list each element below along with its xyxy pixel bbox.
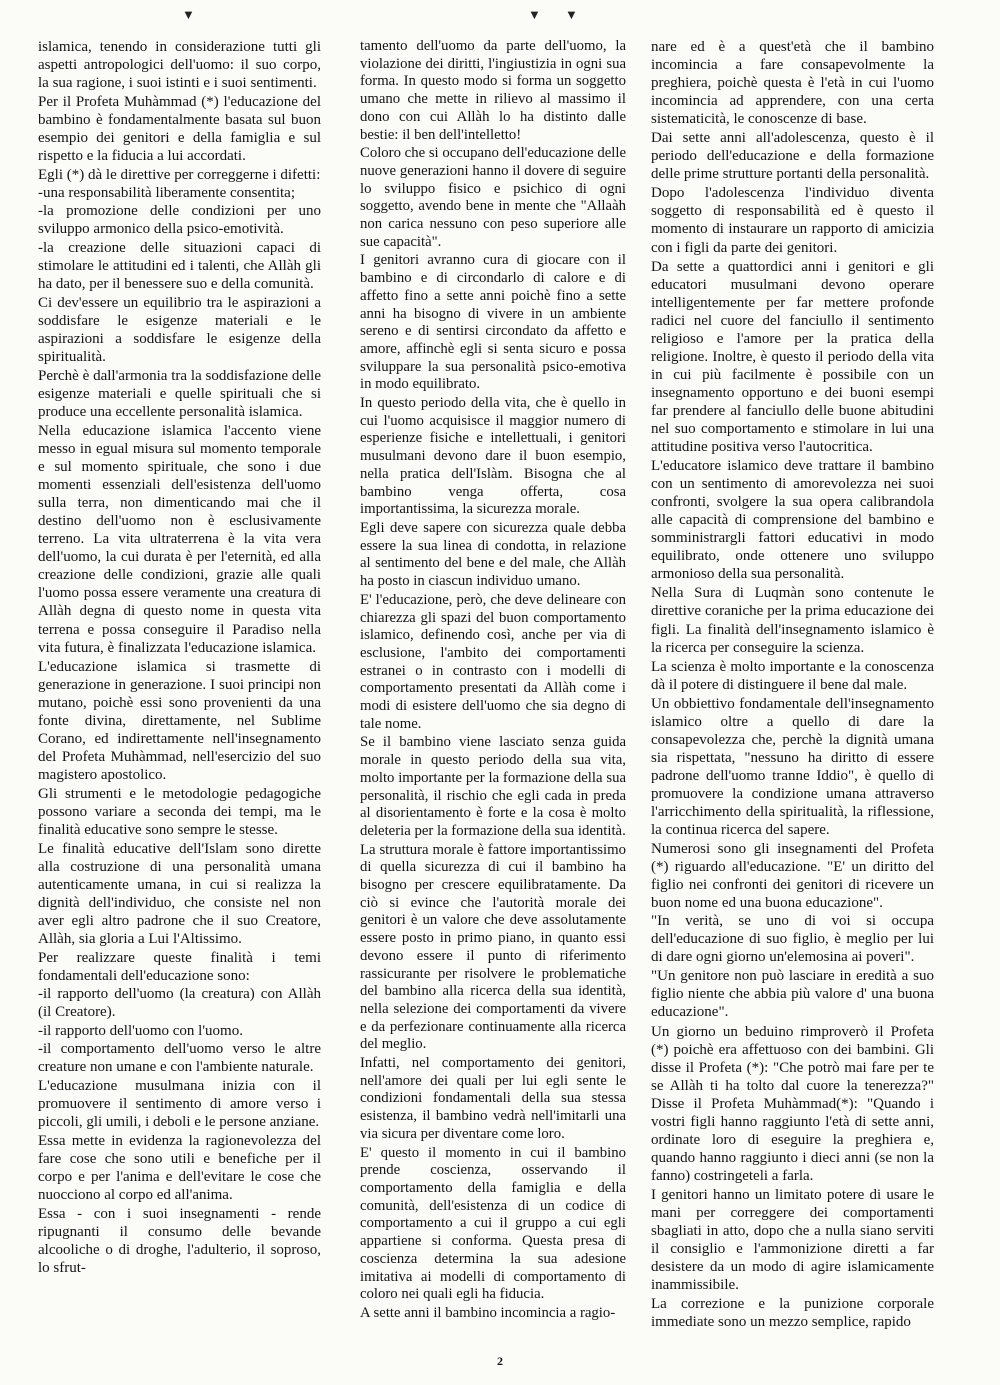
paragraph: E' l'educazione, però, che deve delineare con chiarezza gli spazi del buon comportamento islamico, definendo così, anche per via di esclusione, l'ambito dei comportamenti estranei o in contrasto con i modelli di comportamento presentati da Allàh come i modi di esistere dell'uomo che sia degno di tale nome.	[360, 591, 626, 732]
paragraph: I genitori avranno cura di giocare con il bambino e di circondarlo di calore e di affetto fino a sette anni poichè fino a sette anni ha bisogno di vivere in un ambiente sereno e di sentirsi circondato da affetto e amore, affinchè egli si senta sicuro e possa sviluppare la sua personalità psico-emotiva in modo equilibrato.	[360, 252, 626, 393]
paragraph: Le finalità educative dell'Islam sono dirette alla costruzione di una personalità umana autenticamente umana, in cui si realizza la dignità dell'individuo, che consiste nel non aver egli altro padrone che il suo Creatore, Allàh, sia gloria a Lui l'Altissimo.	[38, 841, 321, 948]
paragraph: Se il bambino viene lasciato senza guida morale in questo periodo della sua vita, molto importante per la formazione della sua personalità, il rischio che egli cada in preda al disorientamento è forte e la cosa è molto deleteria per la formazione della sua identità.	[360, 734, 626, 839]
print-registration-marks	[0, 8, 1000, 28]
paragraph: Per il Profeta Muhàmmad (*) l'educazione del bambino è fondamentalmente basata sul buon esempio dei genitori e della famiglia e sul rispetto e la fiducia a lui accordati.	[38, 94, 321, 165]
paragraph: islamica, tenendo in considerazione tutti gli aspetti antropologici dell'uomo: il suo corpo, la sua ragione, i suoi istinti e i suoi sentimenti.	[38, 39, 321, 92]
paragraph: Nella educazione islamica l'accento viene messo in egual misura sul momento temporale e sul momento spirituale, che sono i due momenti essenziali dell'esistenza dell'uomo sulla terra, non dimenticando mai che il destino dell'uomo non è esclusivamente terreno. La vita ultraterrena è la vita vera dell'uomo, la cui durata è per l'eternità, ed alla creazione delle condizioni, grazie alle quali l'uomo possa essere veramente una creatura di Allàh degna di questo nome in questa vita terrena e possa conseguire il Paradiso nella vita futura, è finalizzata l'educazione islamica.	[38, 422, 321, 656]
paragraph: tamento dell'uomo da parte dell'uomo, la violazione dei diritti, l'ingiustizia in ogni sua forma. In questo modo si forma un soggetto umano che mette in rilievo al massimo il dono con cui Allàh lo ha distinto dalle bestie: il ben dell'intelletto!	[360, 38, 626, 143]
paragraph: Un giorno un beduino rimproverò il Profeta (*) poichè era affettuoso con dei bambini. Gli disse il Profeta (*): "Che potrò mai fare per te se Allàh ti ha tolto dal cuore la tenerezza?" Disse il Profeta Muhàmmad(*): "Quando i vostri figli hanno raggiunto l'età di sette anni, ordinate loro di eseguire la preghiera e, quando hanno raggiunto i dieci anni (se non la fanno) costringeteli a farla.	[651, 1023, 934, 1184]
paragraph: Un obbiettivo fondamentale dell'insegnamento islamico oltre a quello di dare la consapevolezza che, perchè la dignità umana sia rispettata, "nessuno ha diritto di essere padrone dell'uomo tranne Iddio", è quello di promuovere la condizione umana attraverso l'arricchimento della spiritualità, la riflessione, la continua ricerca del sapere.	[651, 695, 934, 839]
paragraph: nare ed è a quest'età che il bambino incomincia a fare consapevolmente la preghiera, poichè questa è l'età in cui l'uomo incomincia ad apprendere, con una certa sistematicità, le conoscenze di base.	[651, 39, 934, 128]
paragraph: L'educatore islamico deve trattare il bambino con un sentimento di amorevolezza nei suoi confronti, svolgere la sua opera calibrandola alle capacità di comprensione del bambino e somministrargli fattori educativi in modo equilibrato, onde ottenere uno sviluppo armonioso della sua personalità.	[651, 458, 934, 583]
paragraph: Gli strumenti e le metodologie pedagogiche possono variare a seconda dei tempi, ma le finalità educative sono sempre le stesse.	[38, 785, 321, 839]
paragraph: Da sette a quattordici anni i genitori e gli educatori musulmani devono operare intelligentemente per far mettere profonde radici nel cuore del fanciullo il sentimento religioso e l'amore per la pratica della religione. Inoltre, è questo il periodo della vita in cui più facilmente è possibile con un insegnamento opportuno e dei buoni esempi far prendere al fanciullo delle buone abitudini nel suo comportamento e stimolare in lui una attitudine positiva verso l'autocritica.	[651, 258, 934, 456]
paragraph: Dai sette anni all'adolescenza, questo è il periodo dell'educazione e della formazione delle prime strutture portanti della personalità.	[651, 130, 934, 183]
column-left	[38, 38, 321, 1278]
column-middle	[360, 38, 626, 1324]
paragraph: Ci dev'essere un equilibrio tra le aspirazioni a soddisfare le esigenze materiali e le aspirazioni a soddisfare le esigenze della spiritualità.	[38, 294, 321, 365]
page-number: 2	[497, 1354, 503, 1368]
paragraph: L'educazione musulmana inizia con il promuovere il sentimento di amore verso i piccoli, gli umili, i deboli e le persone anziane.	[38, 1077, 321, 1130]
registration-mark-right: ▼	[565, 7, 578, 22]
paragraph: Per realizzare queste finalità i temi fondamentali dell'educazione sono: -il rapporto dell'uomo (la creatura) con Allàh (il Creatore). -il rapporto dell'uomo con l'uomo. -il comportamento dell'uomo verso le altre creature non umane e con l'ambiente naturale.	[38, 950, 321, 1075]
article-columns	[0, 38, 1000, 1338]
paragraph: Nella Sura di Luqmàn sono contenute le direttive coraniche per la prima educazione dei figli. La finalità dell'insegnamento islamico è la ricerca per conseguire la scienza.	[651, 585, 934, 656]
paragraph: La correzione e la punizione corporale immediate sono un mezzo semplice, rapido	[651, 1296, 934, 1331]
paragraph: Infatti, nel comportamento dei genitori, nell'amore dei quali per lui egli sente le condizioni fondamentali della sua stessa esistenza, il bambino vedrà nell'imitarli una via sicura per diventare come loro.	[360, 1055, 626, 1142]
paragraph: A sette anni il bambino incomincia a ragio-	[360, 1304, 616, 1321]
paragraph: Egli (*) dà le direttive per correggerne i difetti: -una responsabilità liberamente consentita; -la promozione delle condizioni per uno sviluppo armonico della psico-emotività. -la creazione delle situazioni capaci di stimolare le attitudini ed i talenti, che Allàh gli ha dato, per il benessere suo e della comunità.	[38, 167, 321, 292]
paragraph: Coloro che si occupano dell'educazione delle nuove generazioni hanno il dovere di seguire lo sviluppo fisico e psichico di ogni soggetto, avendo bene in mente che "Allaàh non carica nessuno con peso superiore alle sue capacità".	[360, 145, 627, 250]
paragraph: L'educazione islamica si trasmette di generazione in generazione. I suoi principi non mutano, poichè essi sono provenienti da una fonte divina, direttamente, nel Sublime Corano, ed indirettamente nell'insegnamento del Profeta Muhàmmad, nell'esercizio del suo magistero apostolico.	[38, 658, 321, 783]
registration-mark-left: ▼	[182, 7, 195, 22]
paragraph: I genitori hanno un limitato potere di usare le mani per correggere dei comportamenti sbagliati in atto, dopo che a nulla siano serviti il consiglio e l'ammonizione diretti a far desistere da un modo di agire islamicamente inammissibile.	[651, 1186, 934, 1294]
column-right	[651, 38, 934, 1332]
paragraph: La struttura morale è fattore importantissimo di quella sicurezza di cui il bambino ha bisogno per crescere equilibratamente. Da ciò si evince che l'autorità morale dei genitori è un valore che deve assolutamente essere posto in primo piano, in quanto essi devono essere il punto di riferimento rassicurante per risolvere le problematiche del bambino alla ricerca della sua identità, nella selezione dei comportamenti da vivere e da perfezionare continuamente alla ricerca del meglio.	[360, 841, 626, 1053]
paragraph: La scienza è molto importante e la conoscenza dà il potere di distinguere il bene dal male.	[651, 658, 934, 693]
registration-mark-center: ▼	[528, 7, 541, 22]
paragraph: Numerosi sono gli insegnamenti del Profeta (*) riguardo all'educazione. "E' un diritto del figlio nei confronti dei genitori di ricevere un buon nome ed una buona educazione". "In verità, se uno di voi si occupa dell'educazione di suo figlio, è meglio per lui di dare ogni giorno un'elemosina ai poveri".	[651, 841, 934, 966]
paragraph: Egli deve sapere con sicurezza quale debba essere la sua linea di condotta, in relazione al sentimento del bene e del male, che Allàh ha posto in ciascun individuo umano.	[360, 519, 626, 590]
paragraph: Dopo l'adolescenza l'individuo diventa soggetto di responsabilità ed è questo il momento di instaurare un rapporto di amicizia con i figli da parte dei genitori.	[651, 185, 934, 256]
paragraph: Perchè è dall'armonia tra la soddisfazione delle esigenze materiali e quelle spirituali che si produce una eccellente personalità islamica.	[38, 367, 321, 420]
paragraph: "Un genitore non può lasciare in eredità a suo figlio niente che abbia più valore d' una buona educazione".	[651, 968, 934, 1021]
paragraph: Essa mette in evidenza la ragionevolezza del fare cose che sono utili e benefiche per il corpo e per l'anima e dell'evitare le cose che nuocciono al corpo ed all'anima.	[38, 1132, 321, 1203]
paragraph: In questo periodo della vita, che è quello in cui l'uomo acquisisce il maggior numero di esperienze fisiche e intellettuali, i genitori musulmani devono dare il buon esempio, nella pratica dell'Islàm. Bisogna che al bambino venga offerta, cosa importantissima, la sicurezza morale.	[360, 395, 626, 518]
paragraph: E' questo il momento in cui il bambino prende coscienza, osservando il comportamento della famiglia e della comunità, dell'esistenza di un codice di comportamento a cui il gruppo a cui egli appartiene si conforma. Questa presa di coscienza determina la sua adesione imitativa ai modelli di comportamento di coloro nei quali egli ha fiducia.	[360, 1144, 626, 1303]
paragraph: Essa - con i suoi insegnamenti - rende ripugnanti il consumo delle bevande alcooliche o di droghe, l'adulterio, il soproso, lo sfrut-	[38, 1206, 321, 1277]
